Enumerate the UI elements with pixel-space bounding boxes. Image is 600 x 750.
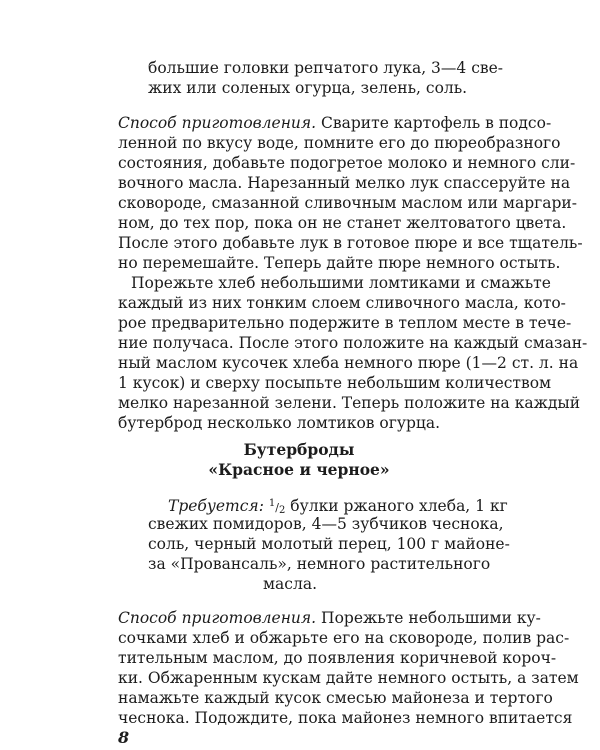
ingredients-line: соль, черный молотый перец, 100 г майоне- xyxy=(148,535,510,553)
method-label: Способ приготовления. xyxy=(118,609,317,627)
paragraph-line: но перемешайте. Теперь дайте пюре немного остыть. xyxy=(118,254,561,272)
paragraph-line: каждый из них тонким слоем сливочного масла, кото- xyxy=(118,294,566,312)
ingredients-continuation-line: жих или соленых огурца, зелень, соль. xyxy=(148,79,468,97)
recipe-title: Бутерброды xyxy=(243,440,355,459)
text-run: Сварите картофель в подсо- xyxy=(321,114,552,132)
paragraph-line: ки. Обжаренным кускам дайте немного остыть, а затем xyxy=(118,669,579,687)
text-run: булки ржаного хлеба, 1 кг xyxy=(290,497,508,515)
paragraph-line: сочками хлеб и обжарьте его на сковороде, полив рас- xyxy=(118,629,570,647)
method-paragraph-first-line xyxy=(118,113,552,133)
ingredients-continuation-line: большие головки репчатого лука, 3—4 све- xyxy=(148,59,504,77)
paragraph-line: ние получаса. После этого положите на каждый смазан- xyxy=(118,334,588,352)
paragraph-line: сковороде, смазанной сливочным маслом или маргари- xyxy=(118,194,577,212)
paragraph-line: ном, до тех пор, пока он не станет желтоватого цвета. xyxy=(118,214,567,232)
paragraph-line: ленной по вкусу воде, помните его до пюреобразного xyxy=(118,134,561,152)
paragraph-line: бутерброд несколько ломтиков огурца. xyxy=(118,414,441,432)
paragraph-line: вочного масла. Нарезанный мелко лук спассеруйте на xyxy=(118,174,571,192)
paragraph-first-line: Порежьте хлеб небольшими ломтиками и смажьте xyxy=(131,274,551,292)
paragraph-line: рое предварительно подержите в теплом месте в тече- xyxy=(118,314,572,332)
paragraph-line: 1 кусок) и сверху посыпьте небольшим количеством xyxy=(118,374,552,392)
fraction-one-half: $^1/_2$ xyxy=(268,498,286,516)
ingredients-label: Требуется: xyxy=(168,497,264,515)
paragraph-line: ный маслом кусочек хлеба немного пюре (1—2 ст. л. на xyxy=(118,354,579,372)
paragraph-line: мелко нарезанной зелени. Теперь положите на каждый xyxy=(118,394,581,412)
ingredients-last-line: масла. xyxy=(263,575,317,593)
paragraph-line: намажьте каждый кусок смесью майонеза и тертого xyxy=(118,689,553,707)
paragraph-line: После этого добавьте лук в готовое пюре и все тщатель- xyxy=(118,234,583,252)
text-run: Порежьте небольшими ку- xyxy=(321,609,541,627)
ingredients-line: за «Провансаль», немного растительного xyxy=(148,555,491,573)
paragraph-line: тительным маслом, до появления коричневой короч- xyxy=(118,649,557,667)
method-paragraph-first-line xyxy=(118,608,541,628)
method-label: Способ приготовления. xyxy=(118,114,317,132)
paragraph-line: чеснока. Подождите, пока майонез немного впитается xyxy=(118,709,573,727)
ingredients-line: свежих помидоров, 4—5 зубчиков чеснока, xyxy=(148,515,504,533)
recipe-subtitle: «Красное и черное» xyxy=(208,460,390,479)
paragraph-line: состояния, добавьте подогретое молоко и немного сли- xyxy=(118,154,576,172)
page-number: 8 xyxy=(118,728,130,747)
